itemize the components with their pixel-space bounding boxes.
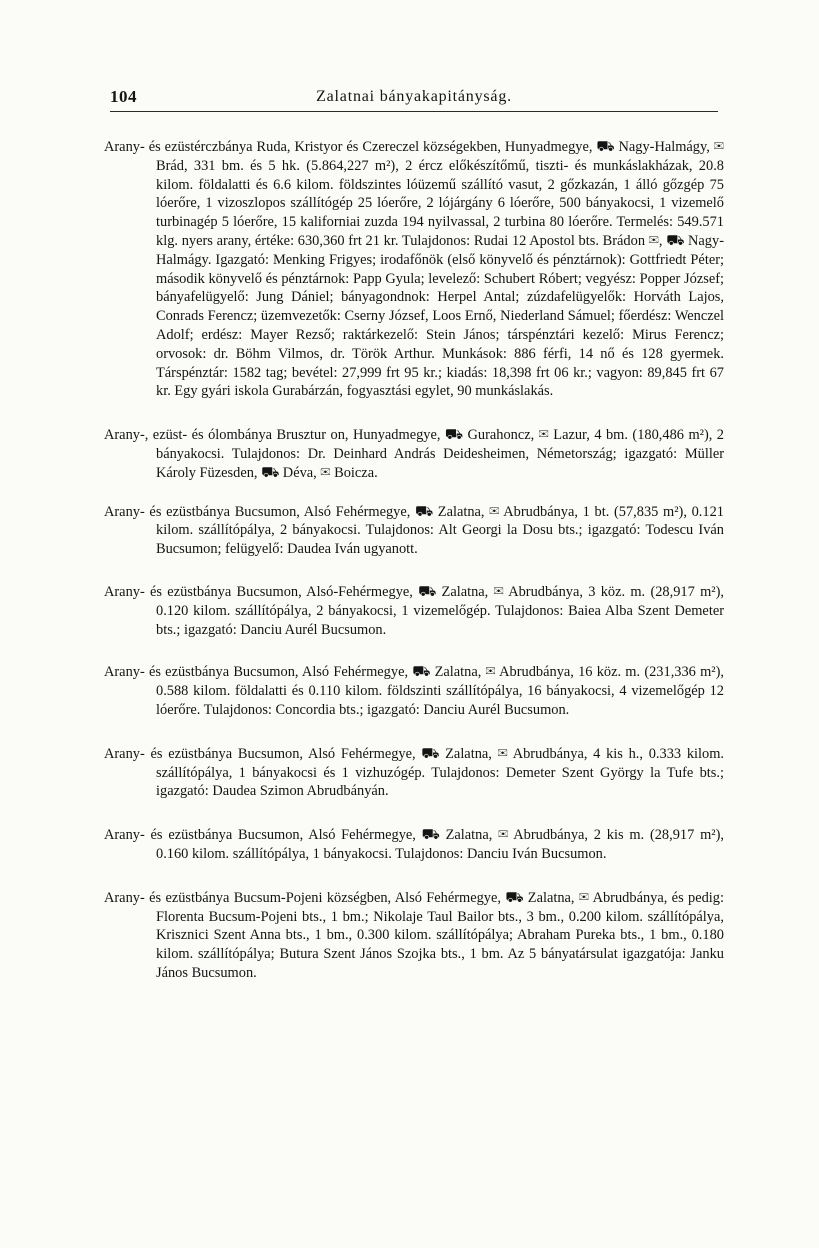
entries-list <box>104 138 724 1008</box>
mine-entry-danciu: Arany- és ezüstbánya Bucsumon, Alsó Fehérmegye, ⛟ Zalatna, ✉ Abrudbánya, 2 kis m. (28,917 m²), 0.160 kilom. szállítópálya, 1 bányakocsi. Tulajdonos: Danciu Iván Bucsumon. <box>104 827 724 862</box>
mine-entry-brusztur: Arany-, ezüst- és ólombánya Brusztur on, Hunyadmegye, ⛟ Gurahoncz, ✉ Lazur, 4 bm. (180,486 m²), 2 bányakocsi. Tulajdonos: Dr. Deinhard András Deidesheimen, Németország; igazgató: Müller Károly Füzesden, ⛟ Déva, ✉ Boicza. <box>104 427 724 481</box>
page-header <box>110 83 718 112</box>
mine-entry-bucsum-pojeni: Arany- és ezüstbánya Bucsum-Pojeni községben, Alsó Fehérmegye, ⛟ Zalatna, ✉ Abrudbánya, és pedig: Florenta Bucsum-Pojeni bts., 1 bm.; Nikolaje Taul Bailor bts., 3 bm., 0.200 kilom. szállítópálya, Krisznici Szent Anna bts., 1 bm., 0.300 kilom. szállítópálya; Abraham Pureka bts., 1 bm., 0.180 kilom. szállítópálya; Butura Szent János Szojka bts., 1 bm. Az 5 bányatársulat igazgatója: Janku János Bucsumon. <box>104 889 724 981</box>
mine-entry-concordia: Arany- és ezüstbánya Bucsumon, Alsó Fehérmegye, ⛟ Zalatna, ✉ Abrudbánya, 16 köz. m. (231,336 m²), 0.588 kilom. földalatti és 0.110 kilom. földszinti szállítópálya, 16 bányakocsi, 4 vizemelőgép 12 lóerőre. Tulajdonos: Concordia bts.; igazgató: Danciu Aurél Bucsumon. <box>104 664 724 718</box>
mine-entry-ruda: Arany- és ezüstérczbánya Ruda, Kristyor és Czereczel községekben, Hunyadmegye, ⛟ Nagy-Halmágy, ✉ Brád, 331 bm. és 5 hk. (5.864,227 m²), 2 ércz előkészítőmű, tiszti- és munkáslakházak, 20.8 kilom. földalatti és 6.6 kilom. földszintes lóüzemű szállító vasut, 2 gőzkazán, 1 álló gőzgép 75 lóerőre, 1 vizoszlopos szállítógép 25 lóerőre, 2 lójárgány 6 lóerőre, 500 bányakocsi, 1 vizemelő turbinagép 5 lóerőre, 15 kaliforniai zuzda 194 nyilvassal, 2 turbina 80 lóerőre. Termelés: 549.571 klg. nyers arany, értéke: 630,360 frt 21 kr. Tulajdonos: Rudai 12 Apostol bts. Brádon ✉, ⛟ Nagy-Halmágy. Igazgató: Menking Frigyes; irodafőnök (első könyvelő és pénztárnok): Gottfriedt Péter; második könyvelő és pénztárnok: Papp Gyula; levelező: Schubert Róbert; vegyész: Popper József; bányafelügyelő: Jung Dániel; bányagondnok: Herpel Antal; zúzdafelügyelők: Horváth Lajos, Conrads Ferencz; üzemvezetők: Cserny József, Loos Ernő, Niederland Sámuel; főerdész: Wenczel Adolf; erdész: Mayer Rezső; raktárkezelő: Stein János; társpénztári kezelő: Mirus Ferencz; orvosok: dr. Böhm Vilmos, dr. Török Arthur. Munkások: 886 férfi, 14 nő és 128 gyermek. Társpénztár: 1582 tag; bevétel: 27,999 frt 95 kr.; kiadás: 18,398 frt 06 kr.; vagyon: 89,845 frt 67 kr. Egy gyári iskola Gurabárzán, fogyasztási egylet, 90 munkáslakás. <box>104 139 724 400</box>
mine-entry-demeter: Arany- és ezüstbánya Bucsumon, Alsó Fehérmegye, ⛟ Zalatna, ✉ Abrudbánya, 4 kis h., 0.333 kilom. szállítópálya, 1 bányakocsi és 1 vizhuzógép. Tulajdonos: Demeter Szent György la Tufe bts.; igazgató: Daudea Szimon Abrudbányán. <box>104 745 724 800</box>
running-title: Zalatnai bányakapitányság. <box>316 88 512 105</box>
mine-entry-baiea-alba: Arany- és ezüstbánya Bucsumon, Alsó-Fehérmegye, ⛟ Zalatna, ✉ Abrudbánya, 3 köz. m. (28,917 m²), 0.120 kilom. szállítópálya, 2 bányakocsi, 1 vizemelőgép. Tulajdonos: Baiea Alba Szent Demeter bts.; igazgató: Danciu Aurél Bucsumon. <box>104 583 724 638</box>
page-number: 104 <box>110 87 137 106</box>
mine-entry-alt-georgi: Arany- és ezüstbánya Bucsumon, Alsó Fehérmegye, ⛟ Zalatna, ✉ Abrudbánya, 1 bt. (57,835 m²), 0.121 kilom. szállítópálya, 2 bányakocsi. Tulajdonos: Alt Georgi la Dosu bts.; igazgató: Todescu Iván Bucsumon; felügyelő: Daudea Iván ugyanott. <box>104 503 724 558</box>
